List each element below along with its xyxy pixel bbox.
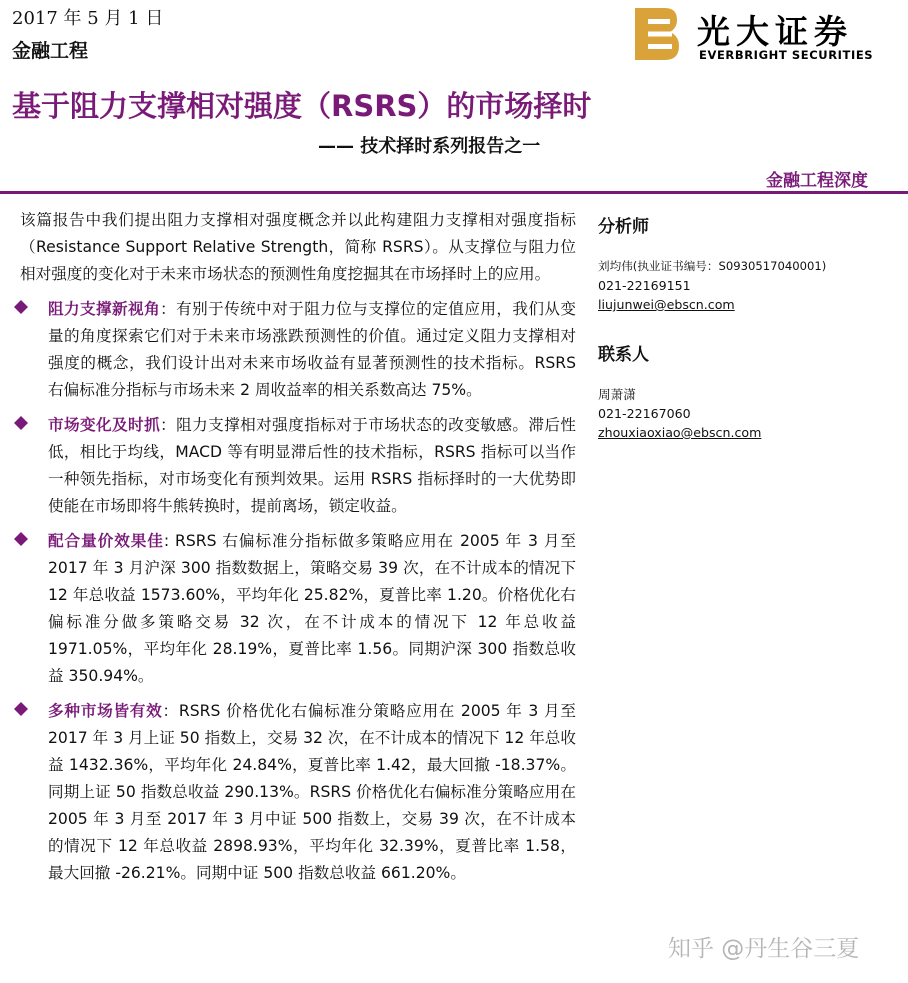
- report-title: 基于阻力支撑相对强度（RSRS）的市场择时: [12, 89, 592, 123]
- bullet-text: ：有别于传统中对于阻力位与支撑位的定值应用，我们从变量的角度探索它们对于未来市场涨跌预测性的价值。通过定义阻力支撑相对强度的概念，我们设计出对未来市场收益有显著预测性的技术指标。RSRS 右偏标准分指标与市场未来 2 周收益率的相关系数高达 75%。: [48, 300, 576, 399]
- report-subtitle: —— 技术择时系列报告之一: [318, 136, 541, 157]
- bullet-point: [14, 296, 576, 404]
- bullet-point: [14, 698, 576, 887]
- diamond-bullet-icon: [14, 300, 28, 314]
- report-date: 2017 年 5 月 1 日: [12, 8, 164, 29]
- diamond-bullet-icon: [14, 532, 28, 546]
- bullet-text: ：RSRS 价格优化右偏标准分策略应用在 2005 年 3 月至 2017 年 3 月上证 50 指数上，交易 32 次，在不计成本的情况下 12 年总收益 1432.36%，平均年化 24.84%，夏普比率 1.42，最大回撤 -18.37%。同期上证 50 指数总收益 290.13%。RSRS 价格优化右偏标准分策略应用在 2005 年 3 月至 2017 年 3 月中证 500 指数上，交易 39 次，在不计成本的情况下 12 年总收益 2898.93%，平均年化 32.39%，夏普比率 1.58，最大回撤 -26.21%。同期中证 500 指数总收益 661.20%。: [48, 702, 576, 882]
- bullet-text: ：阻力支撑相对强度指标对于市场状态的改变敏感。滞后性低，相比于均线，MACD 等有明显滞后性的技术指标，RSRS 指标可以当作一种领先指标，对市场变化有预判效果。运用 RSRS 指标择时的一大优势即使能在市场即将牛熊转换时，提前离场，锁定收益。: [48, 416, 576, 515]
- analyst-cert: (执业证书编号：S0930517040001): [632, 259, 827, 273]
- bullet-heading: 多种市场皆有效: [48, 702, 163, 720]
- bullet-text: : RSRS 右偏标准分指标做多策略应用在 2005 年 3 月至 2017 年 3 月沪深 300 指数数据上，策略交易 39 次，在不计成本的情况下 12 年总收益 1573.60%，平均年化 25.82%，夏普比率 1.20。价格优化右偏标准分做多策略交易 32 次，在不计成本的情况下 12 年总收益 1971.05%，平均年化 28.19%，夏普比率 1.56。同期沪深 300 指数总收益 350.94%。: [48, 532, 576, 685]
- contact-phone: 021-22167060: [598, 406, 691, 421]
- summary-section: [14, 207, 576, 887]
- analyst-name-line: [598, 257, 898, 276]
- sidebar-contacts: [598, 212, 898, 442]
- diamond-bullet-icon: [14, 416, 28, 430]
- analyst-phone: 021-22169151: [598, 278, 691, 293]
- analyst-email-link[interactable]: liujunwei@ebscn.com: [598, 297, 735, 312]
- analyst-name: 刘均伟: [598, 259, 633, 273]
- bullet-point: [14, 412, 576, 520]
- contact-heading: 联系人: [598, 345, 649, 365]
- report-category: 金融工程深度: [766, 171, 868, 191]
- logo-english-text: EVERBRIGHT SECURITIES: [699, 48, 874, 62]
- header-divider: [0, 191, 908, 194]
- bullet-heading: 市场变化及时抓: [48, 416, 161, 434]
- analyst-heading: 分析师: [598, 217, 649, 237]
- logo-chinese-text: 光大证券: [697, 12, 853, 51]
- diamond-bullet-icon: [14, 702, 28, 716]
- department-label: 金融工程: [12, 40, 89, 62]
- watermark-text: 知乎 @丹生谷三夏: [668, 936, 860, 962]
- contact-name: 周萧潇: [598, 387, 636, 402]
- everbright-logo-mark-icon: [635, 8, 679, 60]
- bullet-point: [14, 528, 576, 690]
- everbright-logo: [635, 6, 905, 66]
- intro-paragraph: 该篇报告中我们提出阻力支撑相对强度概念并以此构建阻力支撑相对强度指标（Resistance Support Relative Strength，简称 RSRS）。从支撑位与阻力位相对强度的变化对于未来市场状态的预测性角度挖掘其在市场择时上的应用。: [20, 211, 576, 283]
- bullet-heading: 配合量价效果佳: [48, 532, 164, 550]
- bullet-heading: 阻力支撑新视角: [48, 300, 161, 318]
- contact-email-link[interactable]: zhouxiaoxiao@ebscn.com: [598, 425, 762, 440]
